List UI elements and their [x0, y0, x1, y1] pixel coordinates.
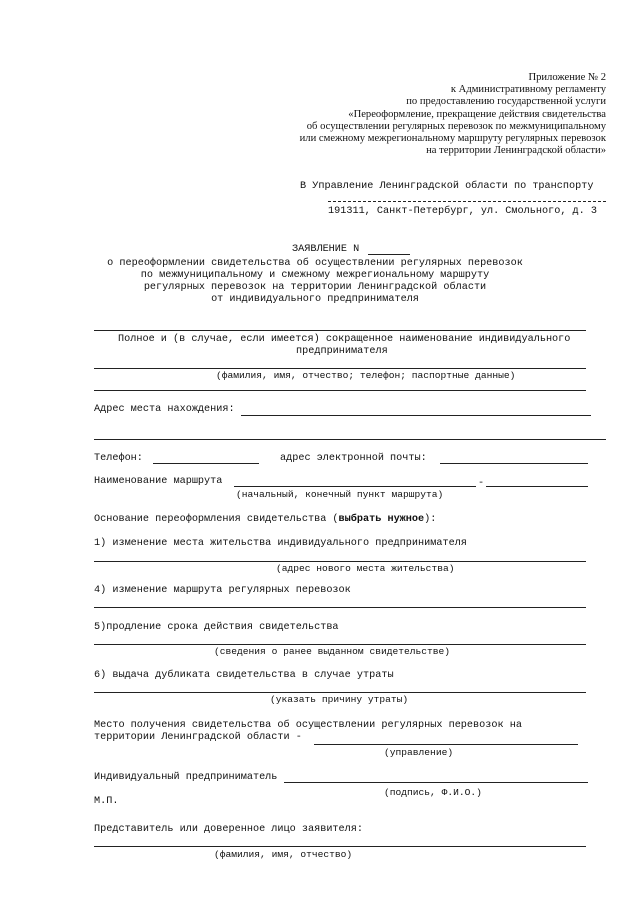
full-name-field[interactable] [94, 330, 586, 331]
phone-field[interactable] [153, 463, 259, 464]
appendix-line: об осуществлении регулярных перевозок по межмуниципальному [306, 120, 606, 132]
new-address-field[interactable] [94, 561, 586, 562]
route-end-field[interactable] [486, 486, 588, 487]
email-label: адрес электронной почты: [280, 453, 427, 464]
application-heading: ЗАЯВЛЕНИЕ N [292, 244, 360, 255]
title-line: от индивидуального предпринимателя [211, 294, 419, 305]
address-label: Адрес места нахождения: [94, 404, 235, 415]
ip-signature-field[interactable] [284, 782, 588, 783]
addressee-address: 191311, Санкт-Петербург, ул. Смольного, д. 3 [328, 206, 597, 217]
appendix-header [300, 72, 606, 157]
receipt-office-caption: (управление) [384, 747, 454, 758]
route-start-field[interactable] [234, 486, 476, 487]
appendix-line: «Переоформление, прекращение действия свидетельства [348, 108, 606, 120]
address-field[interactable] [241, 415, 591, 416]
grounds-heading-emphasis: выбрать нужное [338, 514, 425, 525]
receipt-place-label: Место получения свидетельства об осуществлении регулярных перевозок на [94, 720, 522, 731]
ground-item-6[interactable]: 6) выдача дубликата свидетельства в случае утраты [94, 670, 394, 681]
addressee-divider [328, 201, 606, 202]
full-name-caption: предпринимателя [296, 346, 388, 357]
full-name-caption: Полное и (в случае, если имеется) сокращенное наименование индивидуального [118, 334, 571, 345]
personal-data-caption: (фамилия, имя, отчество; телефон; паспортные данные) [216, 370, 516, 381]
stamp-place: М.П. [94, 796, 119, 807]
loss-reason-field[interactable] [94, 692, 586, 693]
grounds-heading: Основание переоформления свидетельства (выбрать нужное): [94, 514, 437, 525]
appendix-line: на территории Ленинградской области» [426, 145, 606, 157]
route-label: Наименование маршрута [94, 476, 223, 487]
ground-item-5[interactable]: 5)продление срока действия свидетельства [94, 622, 339, 633]
title-line: регулярных перевозок на территории Ленинградской области [143, 282, 487, 293]
route-change-field[interactable] [94, 607, 586, 608]
ip-signature-caption: (подпись, Ф.И.О.) [384, 787, 482, 798]
appendix-line: Приложение № 2 [528, 72, 606, 83]
receipt-place-label-2: территории Ленинградской области - [94, 732, 302, 743]
representative-label: Представитель или доверенное лицо заявителя: [94, 824, 363, 835]
email-field[interactable] [440, 463, 588, 464]
route-separator: - [478, 478, 485, 489]
representative-field[interactable] [94, 846, 586, 847]
address-field-2[interactable] [94, 439, 606, 440]
appendix-line: к Административному регламенту [450, 84, 606, 96]
personal-data-field-2[interactable] [94, 390, 586, 391]
appendix-line: по предоставлению государственной услуги [406, 96, 606, 108]
ip-signature-label: Индивидуальный предприниматель [94, 772, 278, 783]
ground-item-1[interactable]: 1) изменение места жительства индивидуального предпринимателя [94, 538, 467, 549]
addressee-to: В Управление Ленинградской области по транспорту [300, 181, 594, 192]
title-line: по межмуниципальному и смежному межрегиональному маршруту [140, 270, 490, 281]
previous-certificate-caption: (сведения о ранее выданном свидетельстве) [214, 646, 451, 657]
previous-certificate-field[interactable] [94, 644, 586, 645]
loss-reason-caption: (указать причину утраты) [270, 694, 409, 705]
title-line: о переоформлении свидетельства об осуществлении регулярных перевозок [107, 258, 523, 269]
route-caption: (начальный, конечный пункт маршрута) [236, 489, 444, 500]
new-address-caption: (адрес нового места жительства) [276, 563, 455, 574]
receipt-office-field[interactable] [314, 744, 578, 745]
phone-label: Телефон: [94, 453, 143, 464]
appendix-line: или смежному межрегиональному маршруту регулярных перевозок [299, 133, 606, 145]
personal-data-field[interactable] [94, 368, 586, 369]
ground-item-4[interactable]: 4) изменение маршрута регулярных перевозок [94, 585, 351, 596]
representative-caption: (фамилия, имя, отчество) [214, 849, 353, 860]
application-number-field[interactable] [368, 254, 410, 255]
